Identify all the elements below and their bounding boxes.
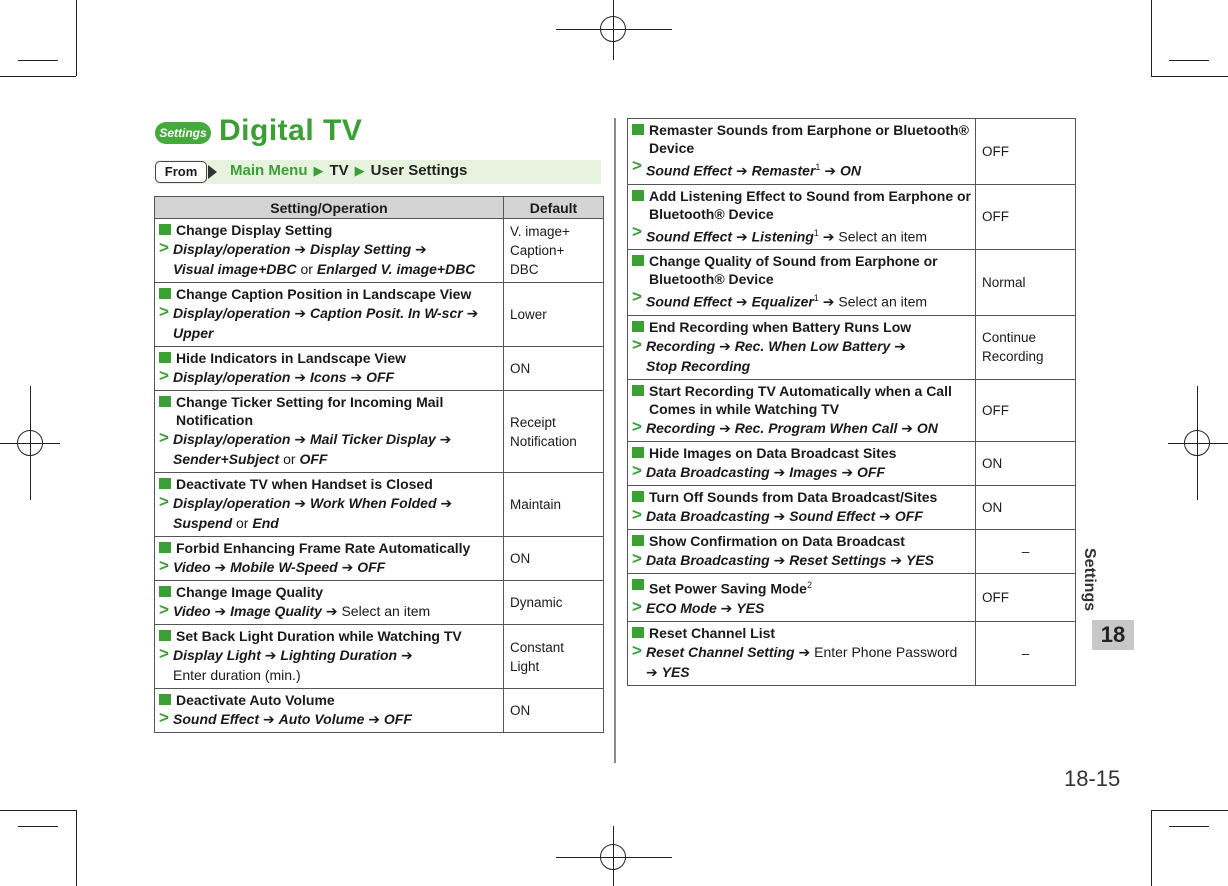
arrow-right-icon: ➔ [820,162,840,179]
green-square-bullet-icon [159,396,171,407]
green-square-bullet-icon [159,288,171,299]
menu-step: Display/operation [173,431,291,447]
menu-step: YES [661,663,690,680]
default-value: Normal [976,250,1076,316]
menu-step: Reset Channel Setting [646,643,795,660]
chevron-right-icon: > [632,596,642,616]
menu-step: Display/operation [173,495,291,511]
arrow-right-icon: ➔ [260,647,281,663]
chevron-right-icon: > [159,644,169,663]
menu-step: Caption Posit. In W-scr [309,305,463,321]
setting-cell [628,621,976,685]
arrow-right-icon: ➔ [435,431,452,447]
operation-path [632,418,971,438]
chevron-right-icon: > [632,548,642,568]
menu-step: OFF [299,451,328,467]
operation-path [159,601,499,621]
arrow-right-icon: ➔ [732,293,752,310]
arrow-right-icon: ➔ [210,603,231,619]
chevron-right-icon: > [632,221,642,241]
menu-step: Recording [646,337,716,354]
default-value: OFF [976,573,1076,621]
table-row [155,391,604,473]
breadcrumb-item: Main Menu [230,162,308,179]
arrow-right-icon: ➔ [769,507,790,524]
arrow-right-icon: ➔ [259,711,279,727]
setting-title: Reset Channel List [632,624,971,642]
menu-step: Enlarged V. image+DBC [316,261,476,277]
arrow-right-icon: ➔ [290,369,310,385]
default-value: ON [504,347,604,391]
menu-step: Images [789,463,838,480]
setting-cell [628,573,976,621]
plain-step: Enter Phone Password [814,643,958,660]
table-row [155,625,604,689]
setting-cell [155,689,504,733]
chevron-right-icon: > [159,238,169,257]
arrow-right-icon: ➔ [897,419,917,436]
arrow-right-icon: ➔ [321,603,342,619]
setting-cell [155,283,504,347]
green-square-bullet-icon [159,630,171,641]
setting-title: Start Recording TV Automatically when a Call Comes in while Watching TV [632,382,971,418]
menu-step: OFF [894,507,923,524]
menu-step: OFF [856,463,885,480]
menu-step: Video [173,559,211,575]
menu-step: Stop Recording [646,357,751,374]
plain-step: or [279,451,300,467]
arrow-right-icon: ➔ [290,495,310,511]
operation-path [159,367,499,387]
chevron-right-icon: > [632,287,642,307]
setting-title: Deactivate TV when Handset is Closed [159,475,499,493]
breadcrumb-separator-icon: ▶ [313,162,324,178]
green-square-bullet-icon [159,352,171,363]
menu-step: OFF [357,559,386,575]
breadcrumb-item: TV [329,162,349,179]
menu-step: OFF [383,711,412,727]
menu-step: YES [736,599,765,616]
plain-step: Select an item [341,603,431,619]
settings-table-right [627,118,1076,686]
default-value: Lower [504,283,604,347]
arrow-right-icon: ➔ [337,559,358,575]
table-row [628,621,1076,685]
green-square-bullet-icon [632,491,644,502]
table-row [628,119,1076,185]
chevron-right-icon: > [159,302,169,321]
table-row [155,537,604,581]
menu-step: Video [173,603,211,619]
plain-step: Select an item [838,228,928,245]
operation-path [159,493,499,533]
arrow-right-icon: ➔ [716,599,737,616]
menu-step: Sound Effect [646,228,733,245]
menu-step: Display Light [173,647,261,663]
setting-title: Change Caption Position in Landscape View [159,285,499,303]
default-value: V. image+ Caption+ DBC [504,219,604,283]
menu-step: Sound Effect [646,162,733,179]
arrow-right-icon: ➔ [290,241,310,257]
from-label: From [155,161,207,183]
setting-cell [628,379,976,441]
operation-path [632,462,971,482]
setting-title: Forbid Enhancing Frame Rate Automatically [159,539,499,557]
arrow-right-icon: ➔ [715,419,735,436]
arrow-right-icon: ➔ [210,559,231,575]
setting-title: Remaster Sounds from Earphone or Bluetooth® Device [632,121,971,157]
operation-path: > Sound Effect ➔ Listening$^1$ ➔ Select an item [632,221,928,245]
menu-step: Display Setting [309,241,412,257]
operation-path [159,645,499,685]
menu-step: Sound Effect [173,711,260,727]
default-value: OFF [976,119,1076,185]
operation-path [159,239,499,279]
table-row [155,581,604,625]
arrow-right-icon: ➔ [436,495,453,511]
column-divider [614,118,616,763]
default-value: ON [504,689,604,733]
menu-step: Image Quality [230,603,322,619]
chevron-right-icon: > [632,504,642,524]
arrow-right-icon: ➔ [411,241,427,257]
menu-step: Display/operation [173,305,291,321]
arrow-right-icon: ➔ [732,162,752,179]
default-value: Continue Recording [976,315,1076,379]
table-row [155,347,604,391]
menu-step: Upper [173,325,214,341]
page-number: 18-15 [1064,766,1121,791]
green-square-bullet-icon [159,586,171,597]
arrow-right-icon: ➔ [818,293,839,310]
setting-cell [628,119,976,185]
arrow-right-icon: ➔ [794,643,815,660]
setting-cell [155,347,504,391]
setting-title: Change Ticker Setting for Incoming Mail Notification [159,393,499,429]
chevron-right-icon: > [632,416,642,436]
setting-cell [155,473,504,537]
table-row [628,250,1076,316]
table-row [628,485,1076,529]
chevron-right-icon: > [632,460,642,480]
default-value: Maintain [504,473,604,537]
operation-path [632,642,971,682]
settings-badge: Settings [155,122,211,144]
menu-step: Icons [309,369,347,385]
arrow-right-icon: ➔ [875,507,895,524]
breadcrumb-separator-icon: ▶ [354,162,365,178]
menu-step: Listening [751,228,814,245]
table-row [155,219,604,283]
default-value: ON [976,485,1076,529]
menu-step: End [252,515,279,531]
arrow-right-icon: ➔ [364,711,384,727]
setting-title: Add Listening Effect to Sound from Earphone or Bluetooth® Device [632,187,971,223]
green-square-bullet-icon [632,627,644,638]
default-value: OFF [976,184,1076,250]
menu-step: Work When Folded [309,495,437,511]
green-square-bullet-icon [632,579,644,590]
table-row [628,379,1076,441]
arrow-right-icon: ➔ [397,647,413,663]
green-square-bullet-icon [159,478,171,489]
plain-step: or [296,261,317,277]
setting-cell [155,581,504,625]
operation-path [159,557,499,577]
default-value: Dynamic [504,581,604,625]
column-header-default: Default [504,197,604,219]
setting-cell [628,184,976,250]
arrow-right-icon: ➔ [290,431,310,447]
chevron-right-icon: > [632,156,642,175]
menu-step: Lighting Duration [280,647,398,663]
menu-step: Display/operation [173,369,291,385]
setting-title: Show Confirmation on Data Broadcast [632,532,971,550]
menu-step: Equalizer [751,293,814,310]
table-row [155,689,604,733]
breadcrumb [230,162,467,179]
plain-step: Enter duration (min.) [173,667,301,683]
green-square-bullet-icon [632,255,644,266]
setting-cell [628,485,976,529]
setting-cell [628,529,976,573]
settings-table-left [154,196,604,733]
menu-step: ON [839,162,861,179]
operation-path [159,709,499,729]
green-square-bullet-icon [632,535,644,546]
menu-step: Remaster [751,162,816,179]
setting-cell [628,250,976,316]
table-row [628,573,1076,621]
chevron-right-icon: > [159,492,169,511]
arrow-right-icon: ➔ [462,305,479,321]
setting-title: Change Image Quality [159,583,499,601]
default-value: – [976,529,1076,573]
default-value: Constant Light [504,625,604,689]
arrow-right-icon: ➔ [886,551,906,568]
chevron-right-icon: > [632,640,642,660]
menu-step: Mobile W-Speed [230,559,338,575]
operation-path [632,336,971,376]
menu-step: Sound Effect [789,507,876,524]
table-row [628,184,1076,250]
from-arrow-icon [208,165,217,179]
green-square-bullet-icon [632,321,644,332]
breadcrumb-item: User Settings [370,162,468,179]
menu-step: OFF [366,369,395,385]
operation-path [632,550,971,570]
setting-cell [155,391,504,473]
green-square-bullet-icon [632,124,644,135]
table-row [155,473,604,537]
menu-step: Suspend [173,515,233,531]
page-title: Digital TV [219,114,363,147]
menu-step: Data Broadcasting [646,551,770,568]
chapter-number-tab: 18 [1092,620,1134,650]
arrow-right-icon: ➔ [290,305,310,321]
menu-step: Visual image+DBC [173,261,297,277]
operation-path [159,429,499,469]
green-square-bullet-icon [159,224,171,235]
chevron-right-icon: > [632,334,642,354]
table-row [155,283,604,347]
menu-step: Display/operation [173,241,291,257]
arrow-right-icon: ➔ [346,369,367,385]
operation-path [159,303,499,343]
setting-cell [628,315,976,379]
menu-step: Rec. Program When Call [734,419,898,436]
default-value: ON [976,441,1076,485]
green-square-bullet-icon [159,694,171,705]
green-square-bullet-icon [632,385,644,396]
menu-step: Data Broadcasting [646,463,770,480]
menu-step: Data Broadcasting [646,507,770,524]
plain-step: Select an item [838,293,928,310]
setting-title: Deactivate Auto Volume [159,691,499,709]
operation-path: > Sound Effect ➔ Remaster$^1$ ➔ ON [632,156,861,179]
table-row [628,441,1076,485]
table-row [628,529,1076,573]
menu-step: Sound Effect [646,293,733,310]
setting-title: Set Power Saving Mode$^2$ [632,576,971,598]
default-value: Receipt Notification [504,391,604,473]
arrow-right-icon: ➔ [732,228,752,245]
plain-step: or [232,515,253,531]
setting-cell [155,537,504,581]
arrow-right-icon: ➔ [837,463,857,480]
setting-cell [628,441,976,485]
green-square-bullet-icon [159,542,171,553]
setting-title: Hide Indicators in Landscape View [159,349,499,367]
table-row [628,315,1076,379]
setting-title: Change Quality of Sound from Earphone or Bluetooth® Device [632,252,971,288]
setting-title: Hide Images on Data Broadcast Sites [632,444,971,462]
chapter-sidebar-label: Settings [1081,548,1098,612]
operation-path: > Sound Effect ➔ Equalizer$^1$ ➔ Select an item [632,287,928,310]
menu-step: Rec. When Low Battery [734,337,891,354]
arrow-right-icon: ➔ [715,337,735,354]
green-square-bullet-icon [632,190,644,201]
arrow-right-icon: ➔ [769,463,790,480]
setting-cell [155,625,504,689]
default-value: ON [504,537,604,581]
chevron-right-icon: > [159,708,169,727]
column-header-setting: Setting/Operation [155,197,504,219]
menu-step: Mail Ticker Display [309,431,436,447]
default-value: OFF [976,379,1076,441]
menu-step: Reset Settings [789,551,887,568]
operation-path [632,506,971,526]
menu-step: Sender+Subject [173,451,280,467]
menu-step: ECO Mode [646,599,717,616]
arrow-right-icon: ➔ [646,663,662,680]
menu-step: ON [916,419,938,436]
arrow-right-icon: ➔ [818,228,839,245]
menu-step: YES [905,551,934,568]
chevron-right-icon: > [159,556,169,575]
setting-title: Turn Off Sounds from Data Broadcast/Sites [632,488,971,506]
setting-title: End Recording when Battery Runs Low [632,318,971,336]
green-square-bullet-icon [632,447,644,458]
setting-cell [155,219,504,283]
setting-title: Change Display Setting [159,221,499,239]
chevron-right-icon: > [159,366,169,385]
default-value: – [976,621,1076,685]
setting-title: Set Back Light Duration while Watching TV [159,627,499,645]
menu-step: Recording [646,419,716,436]
arrow-right-icon: ➔ [890,337,906,354]
table-header-row [155,197,604,219]
menu-step: Auto Volume [278,711,365,727]
operation-path [632,598,971,618]
chevron-right-icon: > [159,428,169,447]
chevron-right-icon: > [159,600,169,619]
arrow-right-icon: ➔ [769,551,790,568]
